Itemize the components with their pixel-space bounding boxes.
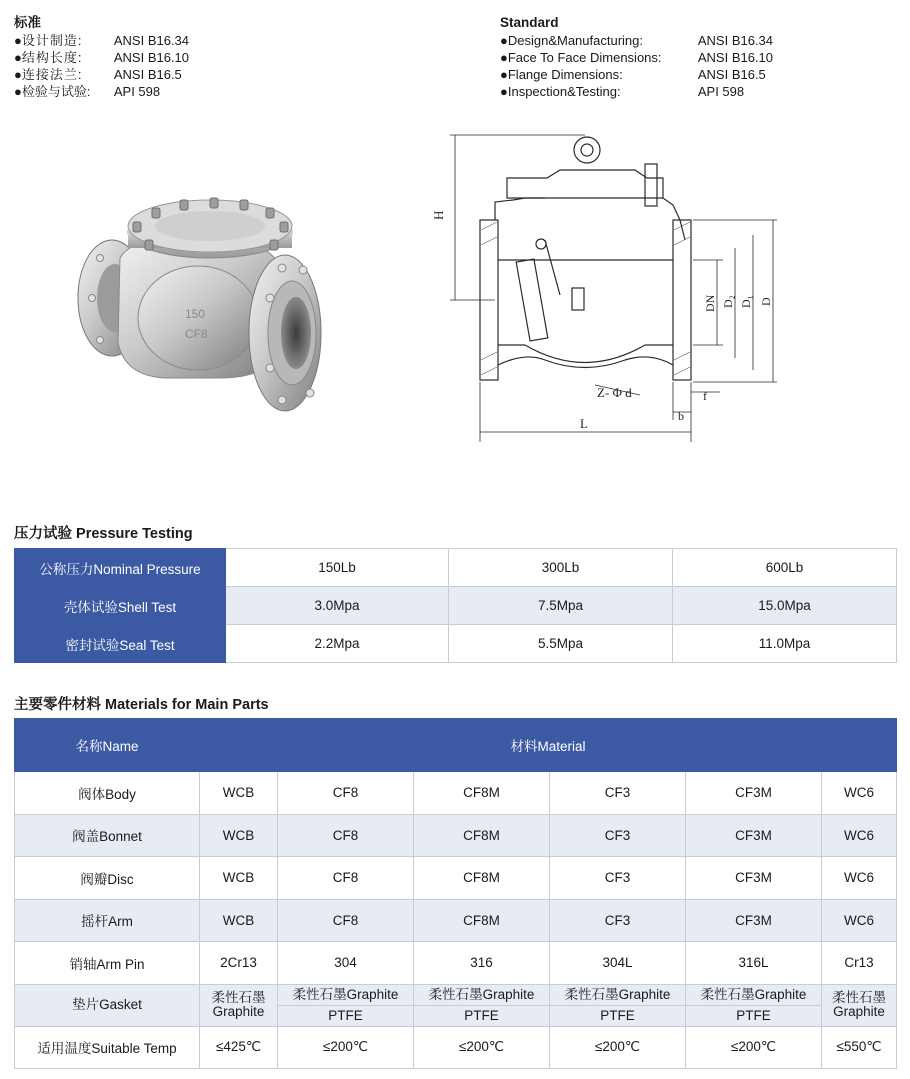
- table-row: [15, 942, 897, 985]
- standard-item: ●Flange Dimensions: ANSI B16.5: [500, 67, 766, 82]
- table-cell: PTFE: [686, 1005, 822, 1026]
- standards-en-title: Standard: [500, 15, 559, 30]
- table-cell: 15.0Mpa: [673, 587, 897, 625]
- table-row: [15, 587, 897, 625]
- table-cell: Cr13: [822, 942, 897, 985]
- table-cell: 304L: [550, 942, 686, 985]
- table-cell: 柔性石墨Graphite: [686, 984, 822, 1005]
- table-cell: CF8M: [414, 857, 550, 900]
- table-row: [15, 857, 897, 900]
- table-cell: CF8M: [414, 814, 550, 857]
- row-header: 壳体试验Shell Test: [15, 587, 226, 625]
- label-d: D: [759, 297, 773, 306]
- table-cell: ≤425℃: [200, 1026, 278, 1069]
- table-row: [15, 1026, 897, 1069]
- table-cell: CF3M: [686, 899, 822, 942]
- table-header-row: [15, 719, 897, 772]
- standard-item: ●设计制造: ANSI B16.34: [14, 33, 190, 48]
- table-cell: 150Lb: [226, 549, 449, 587]
- table-cell: CF3: [550, 814, 686, 857]
- label-f: f: [703, 389, 707, 403]
- table-row: [15, 772, 897, 815]
- table-cell: WC6: [822, 899, 897, 942]
- standard-item: ●检验与试验: API 598: [14, 84, 161, 99]
- table-cell: WC6: [822, 772, 897, 815]
- table-cell: PTFE: [414, 1005, 550, 1026]
- table-cell: 柔性石墨Graphite: [278, 984, 414, 1005]
- row-header: 公称压力Nominal Pressure: [15, 549, 226, 587]
- standard-item: ●Design&Manufacturing: ANSI B16.34: [500, 33, 774, 48]
- row-header: 密封试验Seal Test: [15, 625, 226, 663]
- table-cell: 柔性石墨Graphite: [550, 984, 686, 1005]
- table-cell: PTFE: [550, 1005, 686, 1026]
- table-cell: 316: [414, 942, 550, 985]
- table-cell: 304: [278, 942, 414, 985]
- valve-drawing: [431, 120, 780, 442]
- table-cell: 7.5Mpa: [449, 587, 673, 625]
- table-row: [15, 814, 897, 857]
- standard-item: ●Inspection&Testing: API 598: [500, 84, 745, 99]
- standard-item: ●连接法兰: ANSI B16.5: [14, 67, 182, 82]
- valve-photo: [70, 178, 325, 428]
- table-cell: CF8: [278, 772, 414, 815]
- table-cell: ≤200℃: [550, 1026, 686, 1069]
- table-cell: 柔性石墨Graphite: [200, 984, 278, 1026]
- table-cell: CF8: [278, 899, 414, 942]
- table-cell: 300Lb: [449, 549, 673, 587]
- table-row: [15, 625, 897, 663]
- table-cell: WC6: [822, 857, 897, 900]
- label-dn: DN: [703, 294, 717, 312]
- table-cell: 柔性石墨Graphite: [414, 984, 550, 1005]
- table-cell: ≤200℃: [686, 1026, 822, 1069]
- svg-text:150: 150: [185, 307, 206, 321]
- table-cell: PTFE: [278, 1005, 414, 1026]
- table-cell: CF8M: [414, 899, 550, 942]
- label-h: H: [431, 210, 446, 220]
- row-label: 阀瓣Disc: [15, 857, 200, 900]
- table-cell: WCB: [200, 857, 278, 900]
- standard-item: ●Face To Face Dimensions: ANSI B16.10: [500, 50, 774, 65]
- table-cell: 2Cr13: [200, 942, 278, 985]
- table-cell: CF3: [550, 899, 686, 942]
- standards-cn: [14, 14, 189, 100]
- table-cell: WCB: [200, 899, 278, 942]
- row-label: 摇杆Arm: [15, 899, 200, 942]
- table-cell: WCB: [200, 814, 278, 857]
- header-material: 材料Material: [200, 719, 897, 772]
- table-cell: 5.5Mpa: [449, 625, 673, 663]
- table-row: [15, 899, 897, 942]
- table-cell: CF3: [550, 772, 686, 815]
- row-label: 垫片Gasket: [15, 984, 200, 1026]
- table-cell: 2.2Mpa: [226, 625, 449, 663]
- row-label: 适用温度Suitable Temp: [15, 1026, 200, 1069]
- standards-en: [500, 14, 773, 100]
- label-b: b: [678, 409, 684, 423]
- table-cell: CF3: [550, 857, 686, 900]
- pressure-testing-title: 压力试验 Pressure Testing: [14, 526, 193, 542]
- table-cell: 柔性石墨Graphite: [822, 984, 897, 1026]
- table-cell: WC6: [822, 814, 897, 857]
- row-label: 销轴Arm Pin: [15, 942, 200, 985]
- header-name: 名称Name: [15, 719, 200, 772]
- table-cell: 11.0Mpa: [673, 625, 897, 663]
- table-cell: 600Lb: [673, 549, 897, 587]
- row-label: 阀体Body: [15, 772, 200, 815]
- svg-text:CF8: CF8: [185, 327, 208, 341]
- table-cell: CF8M: [414, 772, 550, 815]
- label-d2: D₂: [721, 295, 735, 308]
- table-row: [15, 549, 897, 587]
- label-d1: D₁: [739, 295, 753, 308]
- pressure-testing-table: [14, 548, 897, 663]
- table-cell: CF8: [278, 857, 414, 900]
- table-cell: CF3M: [686, 857, 822, 900]
- table-cell: ≤200℃: [278, 1026, 414, 1069]
- table-cell: ≤550℃: [822, 1026, 897, 1069]
- table-cell: 3.0Mpa: [226, 587, 449, 625]
- table-cell: WCB: [200, 772, 278, 815]
- standards-cn-title: 标准: [14, 15, 41, 30]
- label-l: L: [580, 416, 588, 431]
- table-cell: 316L: [686, 942, 822, 985]
- table-row-gasket: [15, 984, 897, 1005]
- table-cell: CF8: [278, 814, 414, 857]
- table-cell: ≤200℃: [414, 1026, 550, 1069]
- row-label: 阀盖Bonnet: [15, 814, 200, 857]
- materials-title: 主要零件材料 Materials for Main Parts: [14, 697, 269, 713]
- label-zd: Z- Φ d: [597, 385, 632, 400]
- standard-item: ●结构长度: ANSI B16.10: [14, 50, 190, 65]
- table-cell: CF3M: [686, 814, 822, 857]
- materials-table: [14, 718, 897, 1069]
- table-cell: CF3M: [686, 772, 822, 815]
